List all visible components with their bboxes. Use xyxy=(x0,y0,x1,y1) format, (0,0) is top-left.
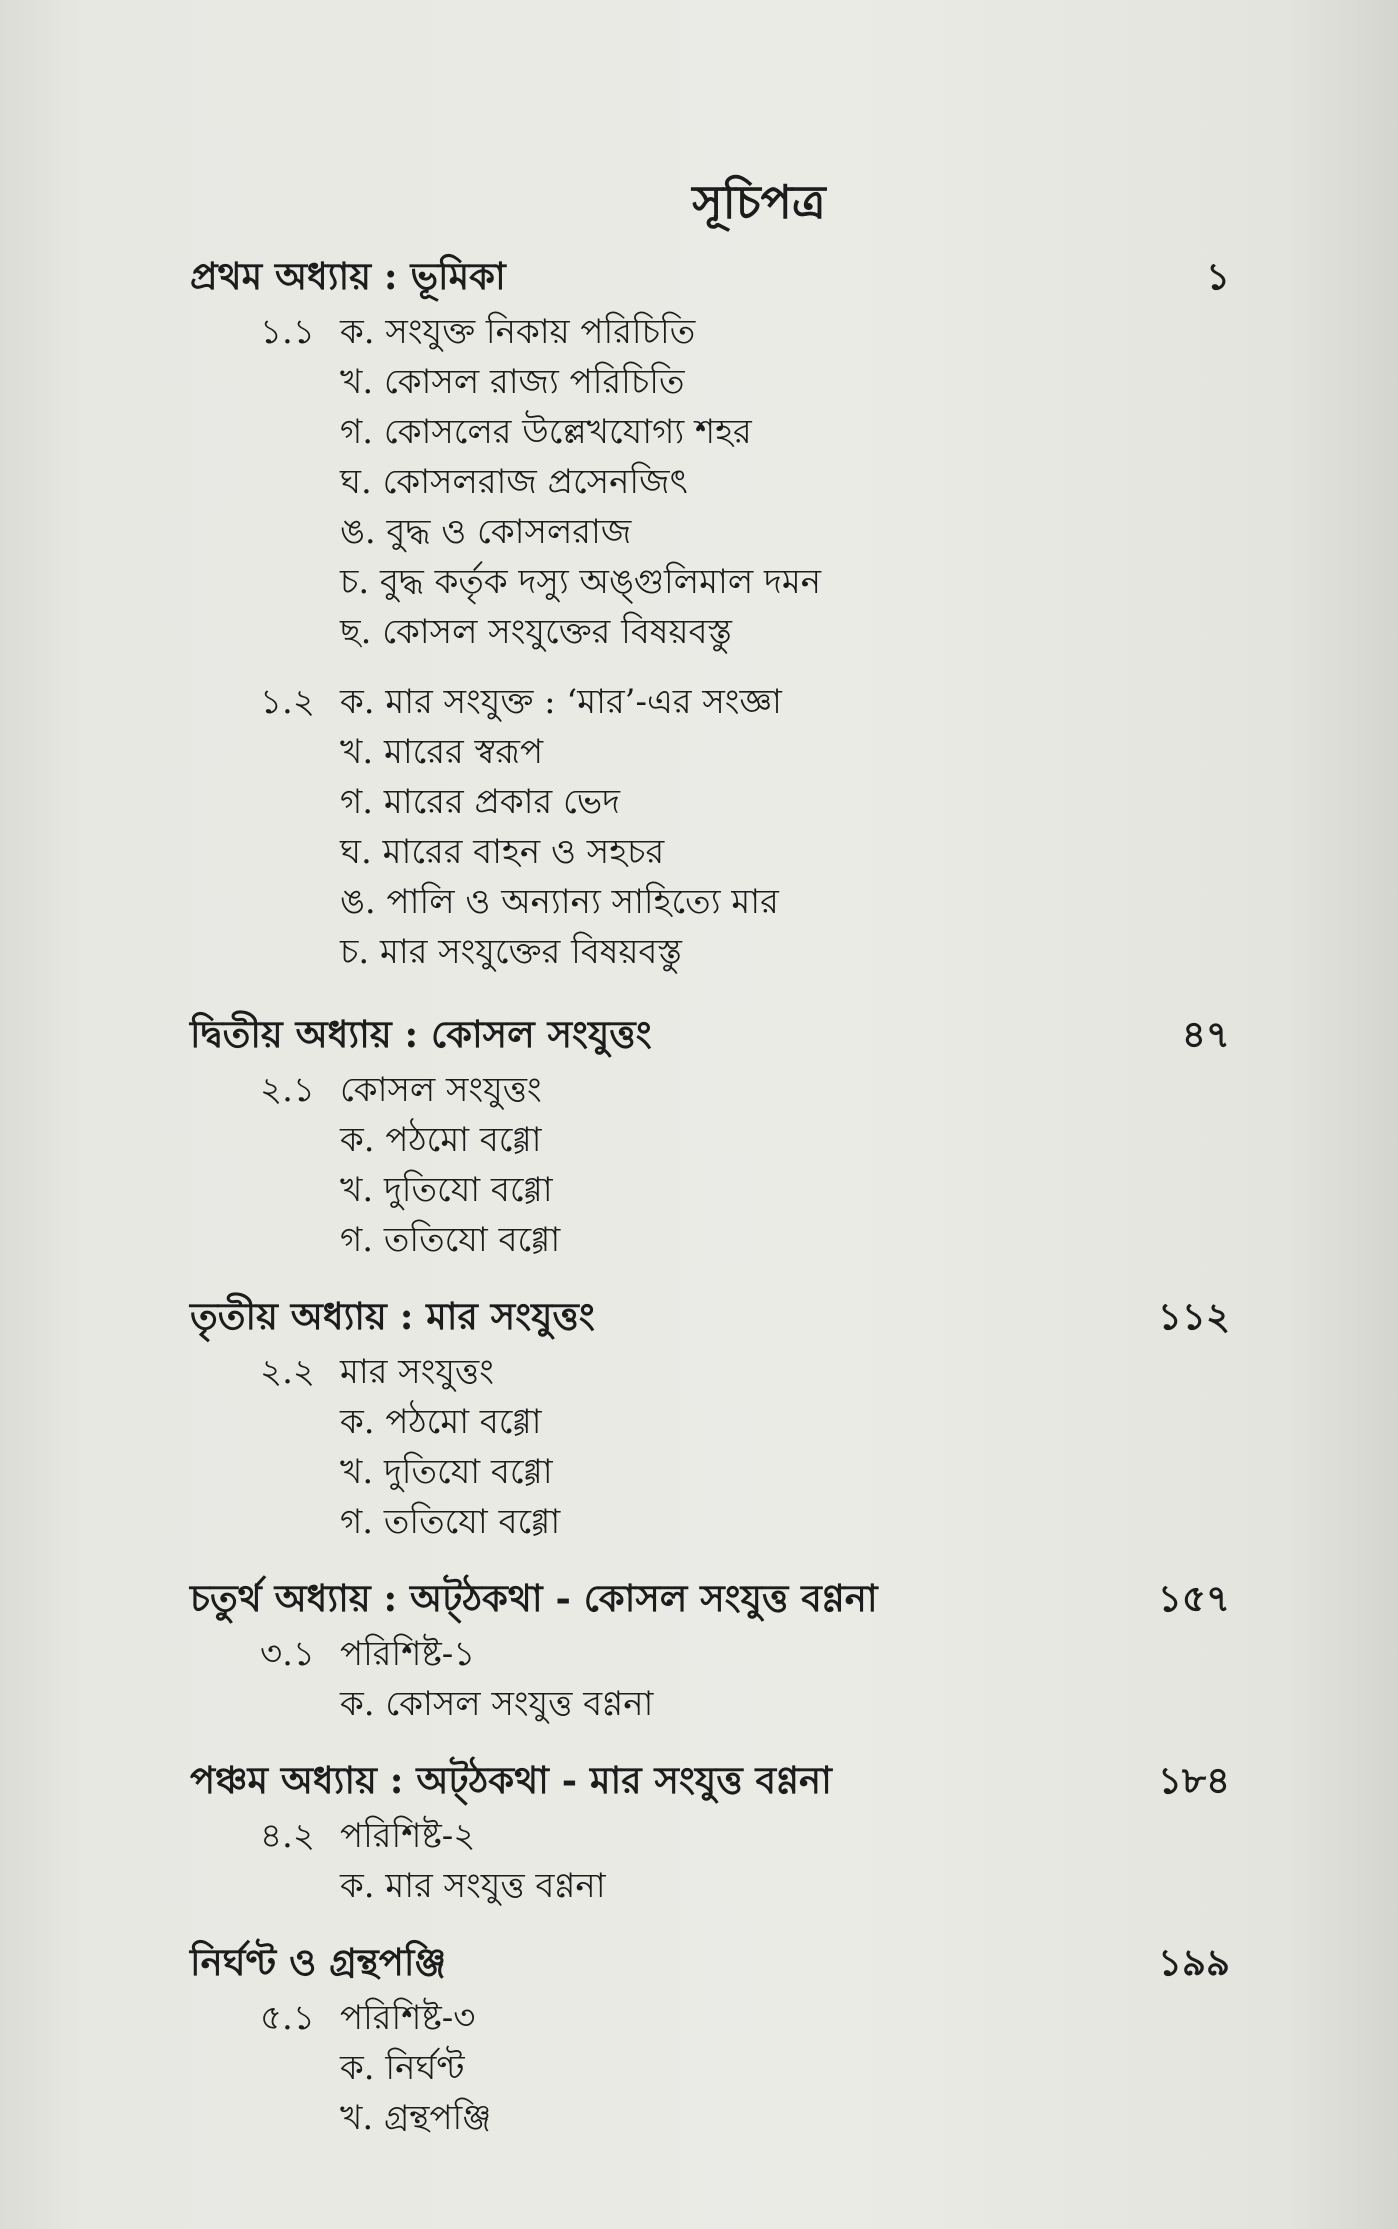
section xyxy=(260,1629,1230,1729)
section-entry: ঘ. মারের বাহন ও সহচর xyxy=(340,832,665,872)
chapter-heading xyxy=(190,1749,1230,1811)
section-number: ৪.২ xyxy=(260,1816,315,1856)
section-entry: খ. গ্রন্থপঞ্জি xyxy=(340,2098,492,2138)
section-entry: পরিশিষ্ট-১ xyxy=(340,1634,476,1674)
section-number: ২.১ xyxy=(260,1070,315,1110)
section-entry: ক. সংযুক্ত নিকায় পরিচিতি xyxy=(340,312,696,352)
section-entry: ক. নির্ঘণ্ট xyxy=(340,2048,465,2088)
section-entry: খ. দুতিযো বগ্গো xyxy=(340,1170,553,1210)
chapter-page-number: ১৫৭ xyxy=(1157,1576,1230,1620)
chapter-title: চতুর্থ অধ্যায় : অট্ঠকথা - কোসল সংযুত্ত বণ্ণনা xyxy=(190,1576,878,1620)
section-entry: ঙ. পালি ও অন্যান্য সাহিত্যে মার xyxy=(340,882,779,922)
section-entry: ক. মার সংযুত্ত বণ্ণনা xyxy=(340,1866,606,1906)
section xyxy=(260,1993,1230,2143)
section-entry: খ. কোসল রাজ্য পরিচিতি xyxy=(340,362,685,402)
section xyxy=(260,1347,1230,1547)
chapter-title: প্রথম অধ্যায় : ভূমিকা xyxy=(190,254,506,298)
chapter-page-number: ১৮৪ xyxy=(1157,1758,1230,1802)
section-entry: খ. দুতিযো বগ্গো xyxy=(340,1452,553,1492)
section-entry: গ. ততিযো বগ্গো xyxy=(340,1220,561,1260)
section-entry: চ. মার সংযুক্তের বিষয়বস্তু xyxy=(340,932,682,972)
section-entry: মার সংযুত্তং xyxy=(340,1352,494,1392)
section xyxy=(260,677,1230,977)
section-number: ১.২ xyxy=(260,682,315,722)
chapter-heading xyxy=(190,1931,1230,1993)
section-entry: কোসল সংযুত্তং xyxy=(340,1070,542,1110)
chapter-page-number: ৪৭ xyxy=(1181,1012,1230,1056)
section-entry: পরিশিষ্ট-৩ xyxy=(340,1998,476,2038)
chapter-heading xyxy=(190,1567,1230,1629)
section xyxy=(260,1811,1230,1911)
section-number: ২.২ xyxy=(260,1352,316,1392)
section-row xyxy=(260,677,1230,727)
section-number: ৫.১ xyxy=(260,1998,315,2038)
section-entry: ক. পঠমো বগ্গো xyxy=(340,1402,542,1442)
section-entry: গ. কোসলের উল্লেখযোগ্য শহর xyxy=(340,412,752,452)
page-title: সূচিপত্র xyxy=(692,175,826,229)
section-row xyxy=(260,307,1230,357)
section-entry: খ. মারের স্বরূপ xyxy=(340,732,544,772)
section-number: ৩.১ xyxy=(260,1634,315,1674)
section-number: ১.১ xyxy=(260,312,315,352)
chapter-page-number: ১৯৯ xyxy=(1157,1940,1230,1984)
section-entry: ঘ. কোসলরাজ প্রসেনজিৎ xyxy=(340,462,688,502)
section-row xyxy=(260,1629,1230,1679)
section-row xyxy=(260,1347,1230,1397)
section-entry: ক. মার সংযুক্ত : ‘মার’-এর সংজ্ঞা xyxy=(340,682,782,722)
section-entry: গ. ততিযো বগ্গো xyxy=(340,1502,561,1542)
chapter-title: দ্বিতীয় অধ্যায় : কোসল সংযুত্তং xyxy=(190,1012,652,1056)
section-entry: ক. পঠমো বগ্গো xyxy=(340,1120,542,1160)
chapter-title: তৃতীয় অধ্যায় : মার সংযুত্তং xyxy=(190,1294,595,1338)
table-of-contents xyxy=(190,245,1230,2143)
chapter-heading xyxy=(190,1003,1230,1065)
section-row xyxy=(260,1993,1230,2043)
section-entry: পরিশিষ্ট-২ xyxy=(340,1816,476,1856)
section-entry: গ. মারের প্রকার ভেদ xyxy=(340,782,621,822)
chapter-page-number: ১ xyxy=(1205,254,1230,298)
chapter-title: পঞ্চম অধ্যায় : অট্ঠকথা - মার সংযুত্ত বণ্ণনা xyxy=(190,1758,832,1802)
chapter-page-number: ১১২ xyxy=(1157,1294,1230,1338)
section-entry: ঙ. বুদ্ধ ও কোসলরাজ xyxy=(340,512,632,552)
chapter-title: নির্ঘণ্ট ও গ্রন্থপঞ্জি xyxy=(190,1940,447,1984)
section-row xyxy=(260,1065,1230,1115)
section xyxy=(260,1065,1230,1265)
section-entry: চ. বুদ্ধ কর্তৃক দস্যু অঙ্গুলিমাল দমন xyxy=(340,562,822,602)
section-entry: ক. কোসল সংযুত্ত বণ্ণনা xyxy=(340,1684,654,1724)
section-entry: ছ. কোসল সংযুক্তের বিষয়বস্তু xyxy=(340,612,732,652)
section xyxy=(260,307,1230,657)
section-row xyxy=(260,1811,1230,1861)
chapter-heading xyxy=(190,1285,1230,1347)
chapter-heading xyxy=(190,245,1230,307)
